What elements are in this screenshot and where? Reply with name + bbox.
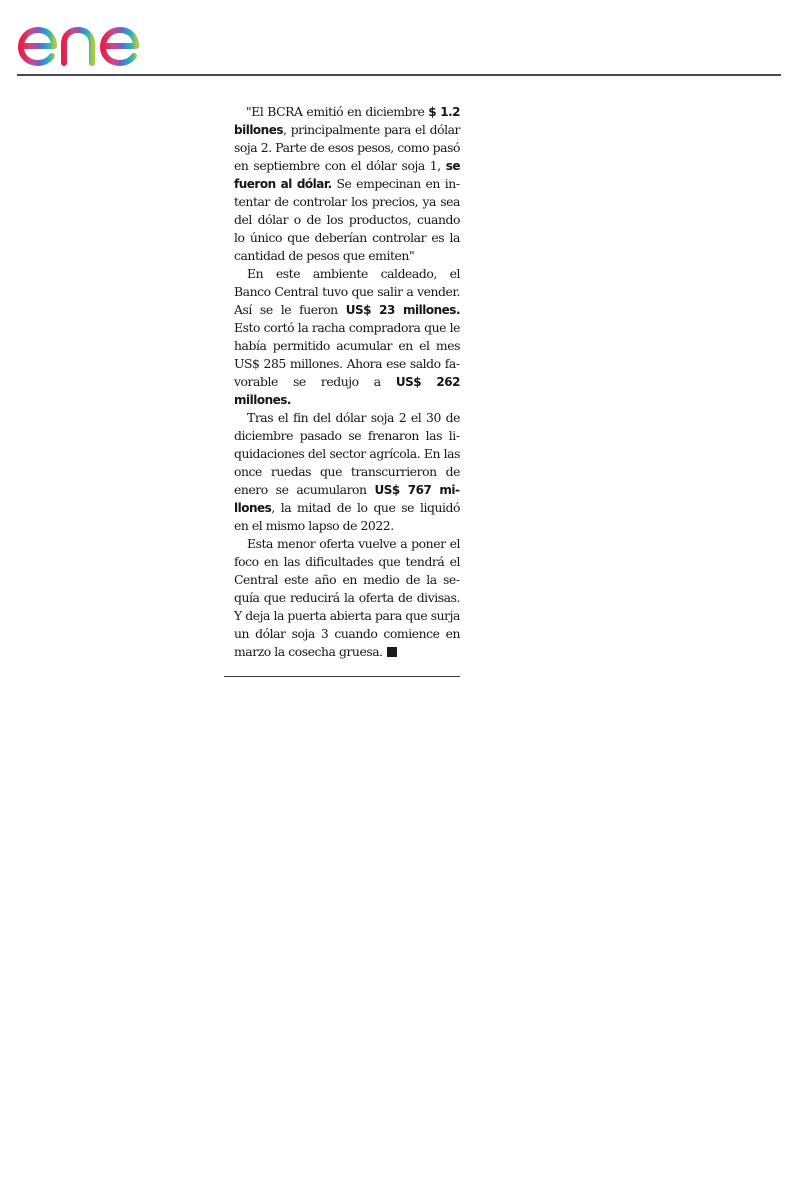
article-paragraph xyxy=(234,535,460,661)
header-divider xyxy=(17,74,781,76)
article-paragraph xyxy=(234,103,460,265)
article-body xyxy=(234,103,460,661)
paragraph-text: Tras el fin del dólar soja 2 el 30 de diciembre pasado se frenaron las liquidaciones del sector agrícola. En las once ruedas que transcurrieron de enero se acumularon xyxy=(234,410,460,497)
highlighted-figure: $ 1.2 billones xyxy=(234,105,460,137)
enel-logo xyxy=(16,18,170,68)
highlighted-figure: US$ 767 millones xyxy=(234,483,460,515)
paragraph-text: Esta menor oferta vuelve a poner el foco en las dificultades que tendrá el Central este año en medio de la sequía que reducirá la oferta de divisas. Y deja la puerta abierta para que surja un dólar soja 3 cuando comience en marzo la cosecha gruesa. xyxy=(234,536,460,659)
article-paragraph xyxy=(234,409,460,535)
highlighted-figure: se fueron al dólar. xyxy=(234,159,460,191)
end-of-article-mark xyxy=(387,647,397,657)
highlighted-figure: US$ 23 millones. xyxy=(345,303,461,317)
highlighted-figure: US$ 262 millones. xyxy=(234,375,460,407)
paragraph-text: Esto cortó la racha compradora que le había permitido acumular en el mes US$ 285 millones. Ahora ese saldo favorable se redujo a xyxy=(234,320,460,389)
article-paragraph xyxy=(234,265,460,409)
column-end-divider xyxy=(224,676,460,677)
paragraph-text: En este ambiente caldeado, el Banco Central tuvo que salir a vender. Así se le fueron xyxy=(234,266,460,317)
paragraph-text: , principalmente para el dólar soja 2. Parte de esos pesos, como pasó en septiembre con el dólar soja 1, xyxy=(234,122,460,173)
paragraph-text: "El BCRA emitió en diciembre xyxy=(246,104,429,119)
paragraph-text: , la mitad de lo que se liquidó en el mismo lapso de 2022. xyxy=(234,500,460,533)
paragraph-text: Se empecinan en intentar de controlar los precios, ya sea del dólar o de los productos, cuando lo único que deberían controlar es la cantidad de pesos que emiten" xyxy=(234,176,460,263)
